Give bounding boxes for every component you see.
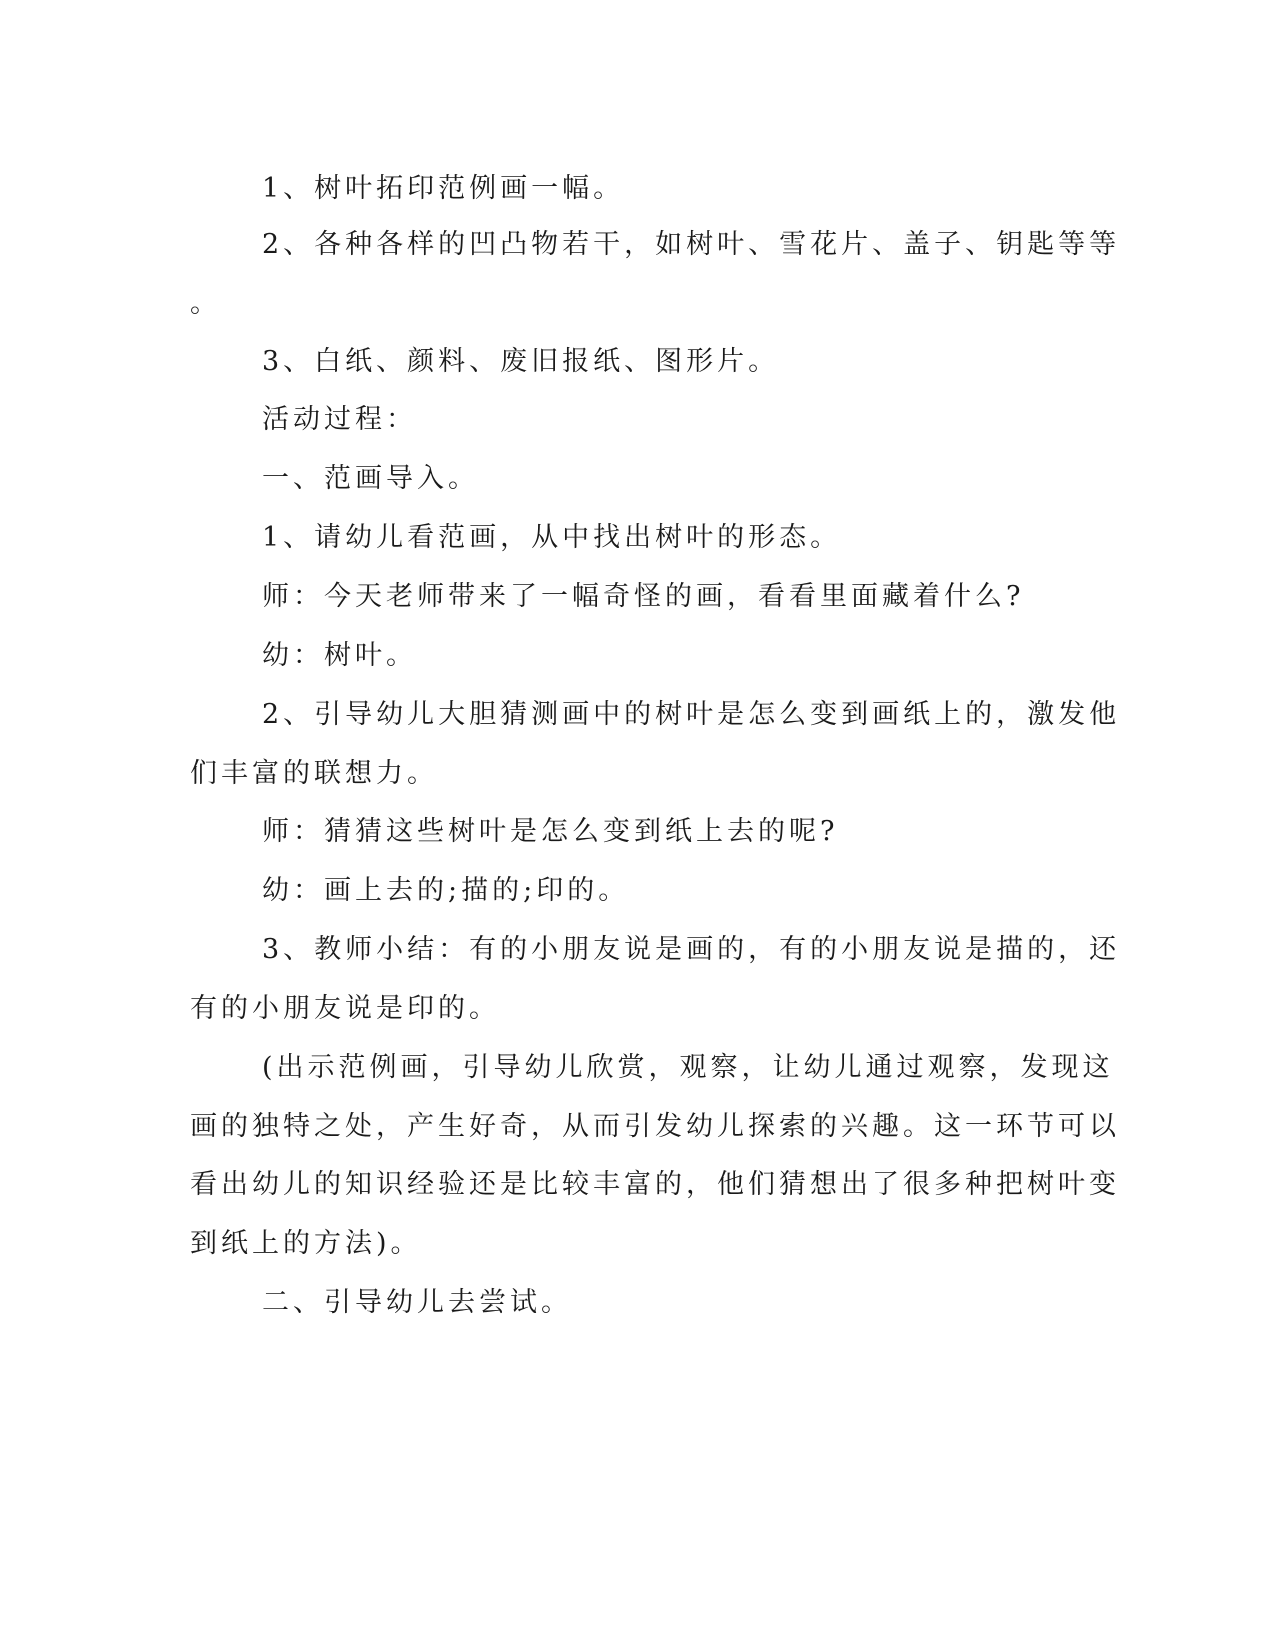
section-heading: 二、引导幼儿去尝试。 bbox=[262, 1287, 572, 1318]
paragraph-line: 1、请幼儿看范画，从中找出树叶的形态。 bbox=[262, 522, 842, 553]
paragraph-line: 3、教师小结：有的小朋友说是画的，有的小朋友说是描的，还 bbox=[262, 934, 1121, 965]
dialogue-line: 幼：树叶。 bbox=[262, 640, 417, 671]
paragraph-line: 。 bbox=[190, 288, 221, 319]
paragraph-line: 有的小朋友说是印的。 bbox=[190, 993, 500, 1024]
dialogue-line: 师：猜猜这些树叶是怎么变到纸上去的呢? bbox=[262, 816, 839, 847]
section-heading: 一、范画导入。 bbox=[262, 463, 479, 494]
paragraph-line: 看出幼儿的知识经验还是比较丰富的，他们猜想出了很多种把树叶变 bbox=[190, 1169, 1120, 1200]
paragraph-line: 3、白纸、颜料、废旧报纸、图形片。 bbox=[262, 346, 780, 377]
paragraph-line: 2、各种各样的凹凸物若干，如树叶、雪花片、盖子、钥匙等等 bbox=[262, 229, 1121, 260]
paragraph-line: 2、引导幼儿大胆猜测画中的树叶是怎么变到画纸上的，激发他 bbox=[262, 699, 1121, 730]
dialogue-line: 师：今天老师带来了一幅奇怪的画，看看里面藏着什么? bbox=[262, 581, 1025, 612]
paragraph-line: (出示范例画，引导幼儿欣赏，观察，让幼儿通过观察，发现这 bbox=[262, 1052, 1114, 1083]
paragraph-line: 到纸上的方法)。 bbox=[190, 1228, 422, 1259]
paragraph-line: 1、树叶拓印范例画一幅。 bbox=[262, 173, 625, 204]
dialogue-line: 幼：画上去的;描的;印的。 bbox=[262, 875, 630, 906]
paragraph-line: 们丰富的联想力。 bbox=[190, 758, 438, 789]
section-label: 活动过程： bbox=[262, 404, 417, 435]
paragraph-line: 画的独特之处，产生好奇，从而引发幼儿探索的兴趣。这一环节可以 bbox=[190, 1111, 1120, 1142]
